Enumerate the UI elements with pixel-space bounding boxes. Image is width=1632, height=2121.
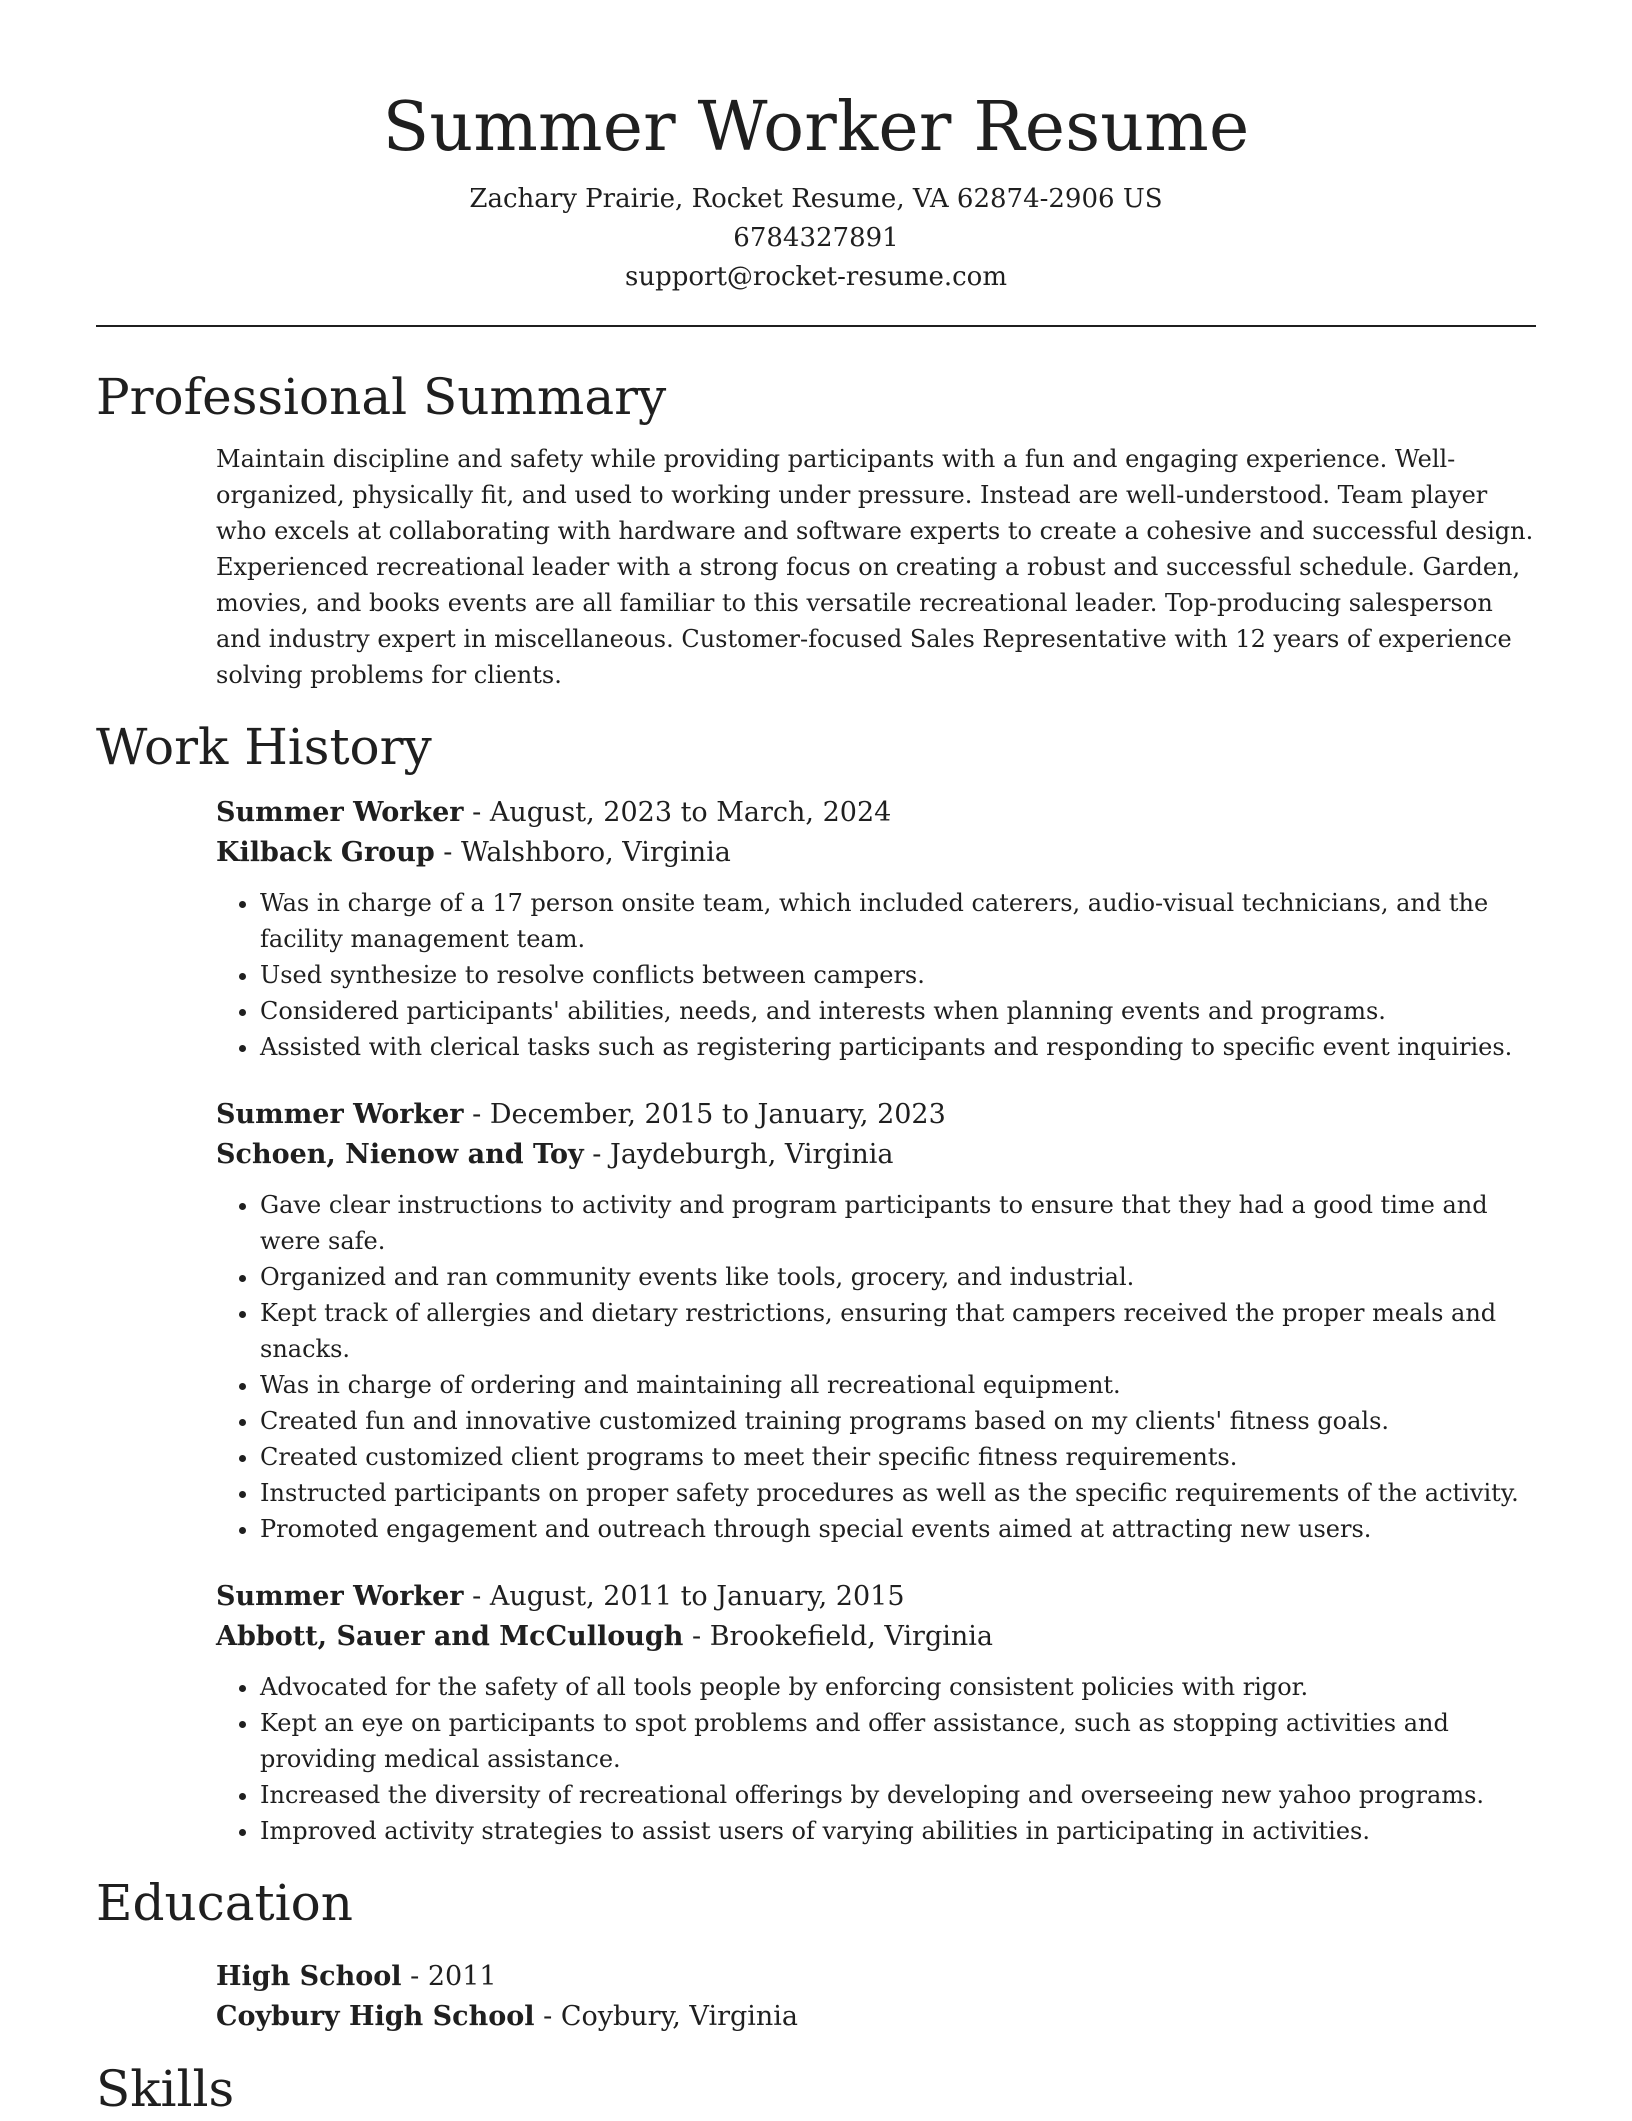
education-school: Coybury High School: [216, 2001, 535, 2032]
separator: -: [472, 797, 482, 828]
section-heading-work: Work History: [96, 718, 432, 776]
list-item: • Created customized client programs to meet their specific fitness requirements.: [260, 1439, 1536, 1475]
job-title: Summer Worker: [216, 1099, 464, 1130]
header-divider: [96, 325, 1536, 327]
section-heading-education: Education: [96, 1874, 353, 1932]
job-location: Walshboro, Virginia: [461, 837, 731, 868]
job-title-line: [216, 1095, 1536, 1135]
list-item: • Instructed participants on proper safety procedures as well as the specific requirements of the activity.: [260, 1475, 1536, 1511]
resume-header: [96, 0, 1536, 297]
list-item: • Organized and ran community events like tools, grocery, and industrial.: [260, 1259, 1536, 1295]
job-location: Brookefield, Virginia: [709, 1621, 993, 1652]
list-item: • Used synthesize to resolve conflicts between campers.: [260, 957, 1536, 993]
skills-section: [96, 2057, 1536, 2121]
resume-title: Summer Worker Resume: [382, 88, 1250, 167]
separator: -: [692, 1621, 702, 1652]
job-company: Schoen, Nienow and Toy: [216, 1139, 584, 1170]
section-heading-skills: Skills: [96, 2060, 235, 2118]
contact-phone: 6784327891: [733, 223, 899, 253]
education-entry: [96, 1957, 1536, 2037]
work-history-section: [96, 715, 1536, 1849]
job-dates: December, 2015 to January, 2023: [489, 1099, 946, 1130]
list-item: • Considered participants' abilities, needs, and interests when planning events and programs.: [260, 993, 1536, 1029]
education-degree-line: [216, 1957, 1536, 1997]
education-section: [96, 1871, 1536, 2037]
separator: -: [472, 1581, 482, 1612]
resume-page: [96, 0, 1536, 2121]
education-location: Coybury, Virginia: [560, 2001, 799, 2032]
separator: -: [543, 2001, 553, 2032]
job-entry: [216, 1577, 1536, 1849]
job-dates: August, 2011 to January, 2015: [489, 1581, 905, 1612]
job-dates: August, 2023 to March, 2024: [489, 797, 892, 828]
job-entry: [216, 793, 1536, 1065]
job-location: Jaydeburgh, Virginia: [610, 1139, 894, 1170]
education-degree: High School: [216, 1961, 402, 1992]
list-item: • Advocated for the safety of all tools people by enforcing consistent policies with rigor.: [260, 1669, 1536, 1705]
education-school-line: [216, 1997, 1536, 2037]
list-item: • Kept an eye on participants to spot problems and offer assistance, such as stopping activities and providing medical assistance.: [260, 1705, 1536, 1777]
list-item: • Gave clear instructions to activity and program participants to ensure that they had a good time and were safe.: [260, 1187, 1536, 1259]
contact-info: [96, 180, 1536, 297]
job-title: Summer Worker: [216, 797, 464, 828]
job-bullets: [216, 1187, 1536, 1547]
job-company: Kilback Group: [216, 837, 435, 868]
job-company: Abbott, Sauer and McCullough: [216, 1621, 684, 1652]
list-item: • Increased the diversity of recreational offerings by developing and overseeing new yahoo programs.: [260, 1777, 1536, 1813]
list-item: • Kept track of allergies and dietary restrictions, ensuring that campers received the proper meals and snacks.: [260, 1295, 1536, 1367]
job-bullets: [216, 1669, 1536, 1849]
contact-address: Zachary Prairie, Rocket Resume, VA 62874-2906 US: [469, 184, 1163, 214]
job-company-line: [216, 1617, 1536, 1657]
education-year: 2011: [427, 1961, 497, 1992]
list-item: • Assisted with clerical tasks such as registering participants and responding to specific event inquiries.: [260, 1029, 1536, 1065]
separator: -: [410, 1961, 420, 1992]
separator: -: [472, 1099, 482, 1130]
separator: -: [443, 837, 453, 868]
job-title: Summer Worker: [216, 1581, 464, 1612]
job-bullets: [216, 885, 1536, 1065]
list-item: • Improved activity strategies to assist users of varying abilities in participating in activities.: [260, 1813, 1536, 1849]
job-company-line: [216, 833, 1536, 873]
job-company-line: [216, 1135, 1536, 1175]
list-item: • Was in charge of a 17 person onsite team, which included caterers, audio-visual technicians, and the facility management team.: [260, 885, 1536, 957]
list-item: • Promoted engagement and outreach through special events aimed at attracting new users.: [260, 1511, 1536, 1547]
job-entry: [216, 1095, 1536, 1547]
job-title-line: [216, 1577, 1536, 1617]
separator: -: [592, 1139, 602, 1170]
section-heading-summary: Professional Summary: [96, 368, 667, 426]
professional-summary-section: [96, 365, 1536, 693]
contact-email: support@rocket-resume.com: [624, 262, 1007, 292]
list-item: • Created fun and innovative customized training programs based on my clients' fitness goals.: [260, 1403, 1536, 1439]
job-title-line: [216, 793, 1536, 833]
summary-text: Maintain discipline and safety while providing participants with a fun and engaging experience. Well-organized, physically fit, and used to working under pressure. Instead are well-understood. Team player who excels at collaborating with hardware and software experts to create a cohesive and successful design. Experienced recreational leader with a strong focus on creating a robust and successful schedule. Garden, movies, and books events are all familiar to this versatile recreational leader. Top-producing salesperson and industry expert in miscellaneous. Customer-focused Sales Representative with 12 years of experience solving problems for clients.: [216, 445, 1534, 689]
list-item: • Was in charge of ordering and maintaining all recreational equipment.: [260, 1367, 1536, 1403]
